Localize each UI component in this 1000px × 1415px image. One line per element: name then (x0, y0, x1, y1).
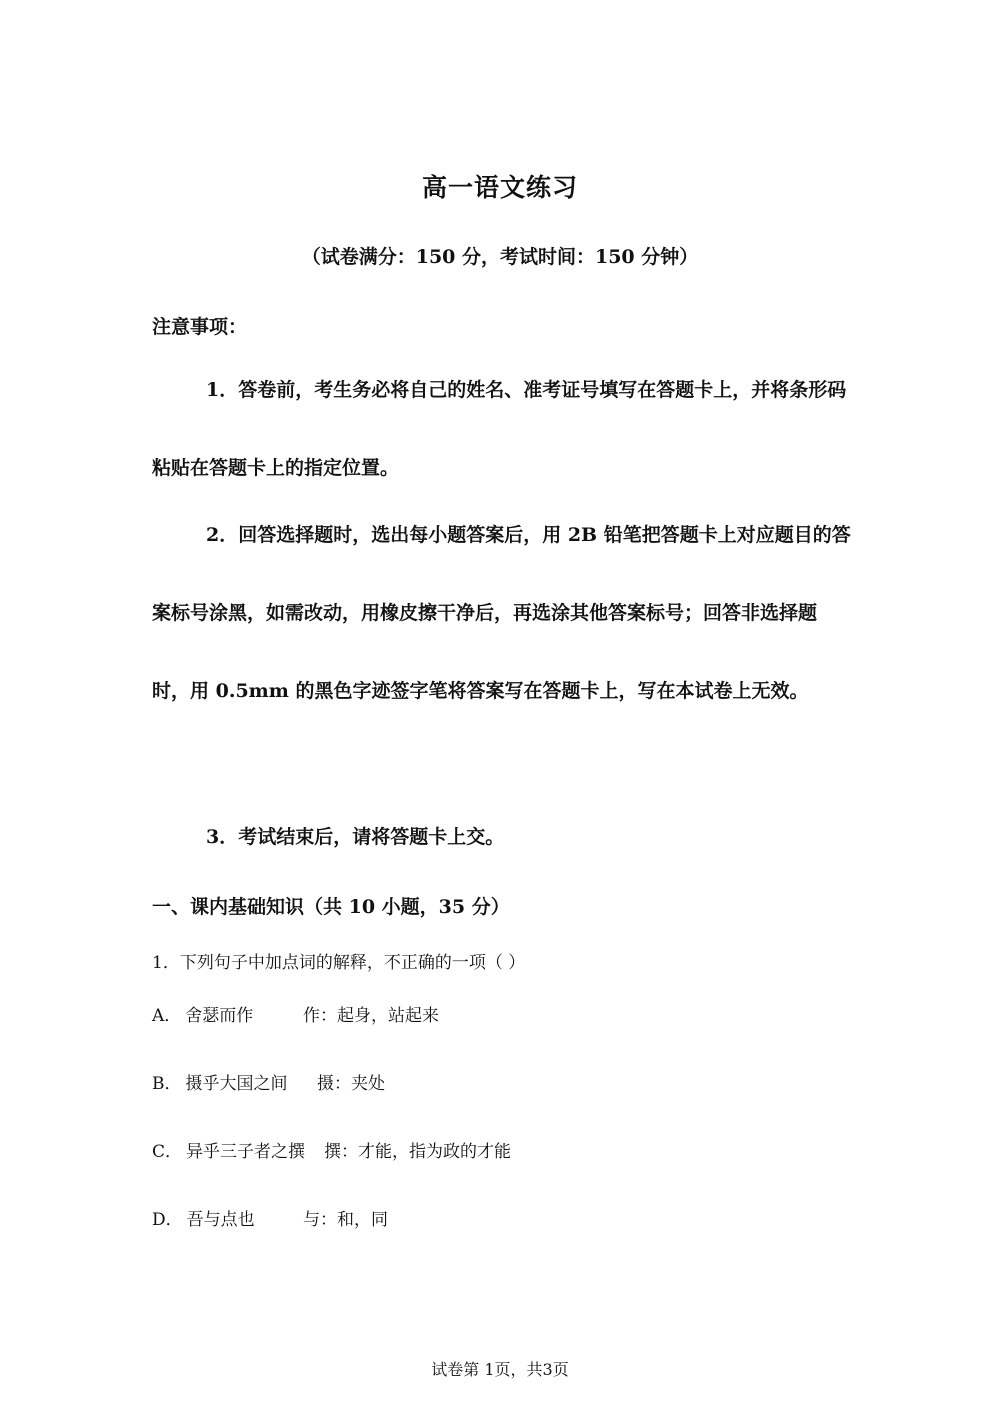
section-heading: 一、课内基础知识（共 10 小题，35 分） (152, 896, 510, 918)
option-text: 摄乎大国之间 (185, 1074, 288, 1094)
exam-info: （试卷满分：150 分，考试时间：150 分钟） (301, 246, 699, 268)
option-letter: D． (152, 1210, 183, 1230)
page-footer: 试卷第 1页，共3页 (431, 1360, 569, 1379)
option-text: 异乎三子者之撰 (186, 1142, 306, 1162)
option-gloss: 与：和，同 (303, 1210, 388, 1230)
option-text: 吾与点也 (186, 1210, 255, 1230)
page-title: 高一语文练习 (421, 173, 578, 202)
option-gloss: 摄：夹处 (317, 1074, 385, 1094)
option-gloss: 作：起身，站起来 (303, 1006, 439, 1026)
notice-heading: 注意事项： (152, 316, 248, 338)
option-letter: A． (152, 1006, 182, 1026)
option-a (152, 1001, 439, 1026)
option-letter: B． (152, 1074, 182, 1094)
notice-item-2: 2．回答选择题时，选出每小题答案后，用 2B 铅笔把答题卡上对应题目的答案标号涂黑，如需改动，用橡皮擦干净后，再选涂其他答案标号；回答非选择题时，用 0.5mm 的黑色字迹签字笔将答案写在答题卡上，写在本试卷上无效。 (152, 524, 851, 702)
option-letter: C． (152, 1142, 183, 1162)
option-text: 舍瑟而作 (185, 1006, 254, 1026)
question-stem: 1．下列句子中加点词的解释，不正确的一项（ ） (152, 953, 526, 973)
option-d (152, 1205, 388, 1230)
option-gloss: 撰：才能，指为政的才能 (324, 1142, 511, 1162)
notice-item-1: 1．答卷前，考生务必将自己的姓名、准考证号填写在答题卡上，并将条形码粘贴在答题卡上的指定位置。 (152, 379, 847, 479)
option-b (152, 1069, 385, 1094)
notice-item-3: 3．考试结束后，请将答题卡上交。 (206, 826, 505, 848)
option-c (152, 1137, 511, 1162)
